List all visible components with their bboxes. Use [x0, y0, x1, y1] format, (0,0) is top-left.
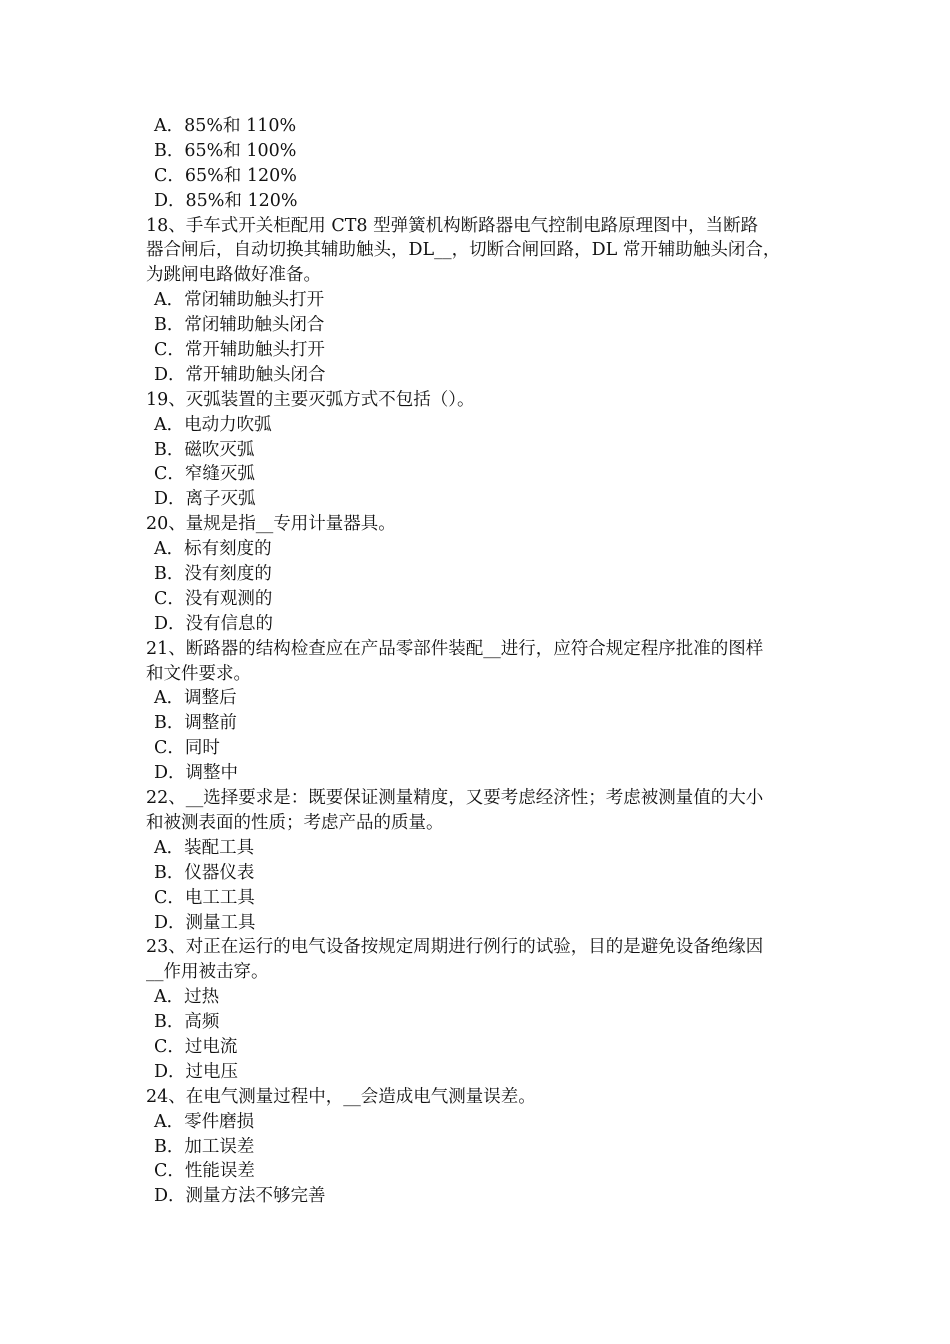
option-line: D．85%和 120%: [154, 190, 298, 211]
option-line: A．电动力吹弧: [154, 414, 272, 435]
question-line: 21、断路器的结构检查应在产品零部件装配__进行，应符合规定程序批准的图样: [146, 638, 764, 659]
option-line: B．磁吹灭弧: [154, 439, 255, 460]
option-line: C．过电流: [154, 1036, 238, 1057]
option-line: B．没有刻度的: [154, 564, 272, 585]
option-line: C．65%和 120%: [154, 165, 297, 186]
question-line: 19、灭弧装置的主要灭弧方式不包括（）。: [146, 389, 475, 410]
option-line: A．过热: [154, 987, 220, 1008]
option-line: C．同时: [154, 738, 220, 759]
option-line: C．窄缝灭弧: [154, 464, 255, 485]
option-line: C．电工工具: [154, 887, 255, 908]
option-line: D．测量方法不够完善: [154, 1186, 326, 1207]
option-line: A．常闭辅助触头打开: [154, 290, 325, 311]
question-line: 22、__选择要求是：既要保证测量精度，又要考虑经济性；考虑被测量值的大小: [146, 788, 764, 809]
option-line: D．调整中: [154, 763, 239, 784]
option-line: C．性能误差: [154, 1161, 255, 1182]
option-line: B．仪器仪表: [154, 862, 255, 883]
option-line: C．没有观测的: [154, 588, 273, 609]
option-line: D．过电压: [154, 1061, 239, 1082]
option-line: D．测量工具: [154, 912, 256, 933]
document-page: [146, 114, 812, 1209]
option-line: A．调整后: [154, 688, 237, 709]
option-line: B．高频: [154, 1012, 220, 1033]
question-line: 24、在电气测量过程中，__会造成电气测量误差。: [146, 1086, 536, 1107]
question-line: __作用被击穿。: [146, 962, 269, 983]
option-line: D．常开辅助触头闭合: [154, 364, 326, 385]
question-line: 18、手车式开关柜配用 CT8 型弹簧机构断路器电气控制电路原理图中，当断路: [146, 215, 759, 236]
question-line: 为跳闸电路做好准备。: [146, 265, 321, 286]
option-line: A．标有刻度的: [154, 539, 272, 560]
question-line: 和文件要求。: [146, 663, 251, 684]
question-line: 和被测表面的性质；考虑产品的质量。: [146, 812, 444, 833]
option-line: B．加工误差: [154, 1136, 255, 1157]
question-line: 20、量规是指__专用计量器具。: [146, 514, 396, 535]
question-line: 器合闸后，自动切换其辅助触头，DL__，切断合闸回路，DL 常开辅助触头闭合，: [146, 240, 781, 261]
question-line: 23、对正在运行的电气设备按规定周期进行例行的试验，目的是避免设备绝缘因: [146, 937, 764, 958]
option-line: B．65%和 100%: [154, 140, 297, 161]
option-line: A．零件磨损: [154, 1111, 255, 1132]
option-line: B．调整前: [154, 713, 237, 734]
option-line: A．85%和 110%: [154, 116, 297, 136]
option-line: C．常开辅助触头打开: [154, 340, 325, 361]
option-line: D．没有信息的: [154, 613, 274, 634]
option-line: B．常闭辅助触头闭合: [154, 315, 325, 336]
option-line: D．离子灭弧: [154, 489, 256, 510]
option-line: A．装配工具: [154, 837, 255, 858]
